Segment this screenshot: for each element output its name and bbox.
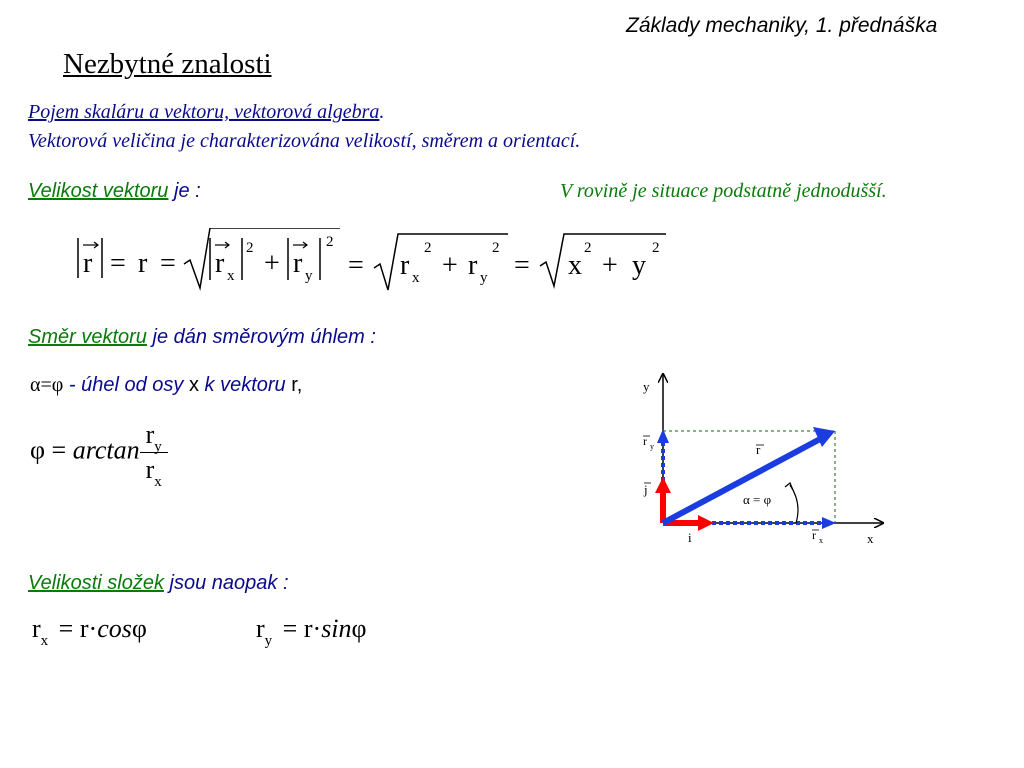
frac-denominator — [145, 453, 162, 490]
formula-rx-sub: x — [227, 268, 235, 284]
ry-formula — [256, 614, 367, 649]
plane-note: V rovině je situace podstatně jednodušší. — [560, 180, 887, 202]
angle-arc — [790, 485, 798, 523]
axis-y-label: y — [643, 379, 650, 394]
components-label — [28, 572, 289, 595]
angle-dash: - — [63, 374, 82, 396]
rx-lhs-sub: x — [40, 633, 49, 649]
formula-eq-2: = — [160, 248, 176, 279]
ry-label: r — [643, 434, 647, 448]
rx-cos: cos — [97, 614, 132, 643]
j-label: j — [644, 482, 648, 497]
rx-label-sub: x — [819, 536, 823, 545]
magnitude-formula — [70, 228, 680, 288]
i-label: i — [688, 530, 692, 545]
formula-sub-y-2: y — [480, 270, 488, 286]
angle-r: r, — [285, 374, 303, 396]
angle-x: x — [183, 374, 205, 396]
formula-eq-4: = — [514, 250, 530, 281]
scalar-vector-link[interactable]: Pojem skaláru a vektoru, vektorová algebra — [28, 101, 380, 123]
ry-lhs: r — [256, 614, 265, 643]
rx-label: r — [812, 528, 816, 542]
formula-plus-2: + — [442, 250, 458, 281]
heading-text: Nezbytné znalosti — [63, 48, 272, 80]
angle-text-1: úhel od osy — [81, 374, 184, 396]
components-rest: jsou naopak : — [163, 572, 289, 594]
direction-link[interactable]: Směr vektoru — [28, 326, 147, 348]
ry-label-sub: y — [650, 442, 654, 451]
r-label: r — [756, 442, 761, 457]
formula-r-3: r — [400, 250, 410, 281]
formula-r-abs: r — [83, 248, 93, 279]
num-r: r — [145, 420, 155, 449]
arctan-fn: arctan — [72, 435, 140, 465]
formula-sq-3: 2 — [492, 240, 500, 256]
angle-label: α = φ — [743, 492, 772, 507]
ry-phi: φ — [351, 614, 367, 643]
slide-header: Základy mechaniky, 1. přednáška — [626, 14, 938, 37]
intro-period: . — [379, 101, 385, 123]
formula-plus-3: + — [602, 250, 618, 281]
rx-arrowhead — [822, 517, 836, 529]
formula-r-4: r — [468, 250, 478, 281]
rx-r: r — [79, 614, 89, 643]
magnitude-rest: je : — [168, 180, 201, 202]
ry-eq: = — [282, 614, 298, 643]
magnitude-link[interactable]: Velikost vektoru — [28, 180, 169, 202]
alpha-phi: α=φ — [30, 374, 64, 396]
ry-lhs-sub: y — [264, 633, 273, 649]
axis-x-label: x — [867, 531, 874, 546]
magnitude-formula-svg — [70, 228, 680, 292]
direction-label — [28, 326, 376, 349]
formula-rx-sq: 2 — [246, 240, 254, 256]
rx-lhs: r — [32, 614, 41, 643]
rx-phi: φ — [131, 614, 147, 643]
den-sub: x — [154, 474, 162, 490]
formula-ry-sub: y — [305, 268, 313, 284]
formula-eq-3: = — [348, 250, 364, 281]
angle-definition — [30, 374, 302, 397]
den-r: r — [145, 455, 155, 484]
frac-numerator — [140, 420, 168, 453]
formula-sub-x-2: x — [412, 270, 420, 286]
unit-j-arrowhead — [655, 477, 671, 493]
ry-r: r — [303, 614, 313, 643]
formula-sq-5: 2 — [652, 240, 660, 256]
phi-symbol: φ — [30, 435, 46, 465]
phi-formula — [30, 420, 168, 490]
magnitude-label — [28, 180, 201, 203]
formula-rx-r: r — [215, 248, 225, 279]
ry-dot: · — [312, 614, 322, 643]
rx-dot: · — [88, 614, 98, 643]
direction-rest: je dán směrovým úhlem : — [146, 326, 376, 348]
phi-eq: = — [51, 435, 67, 465]
slide-heading — [63, 48, 272, 81]
ry-arrowhead — [657, 429, 669, 443]
formula-eq-1: = — [110, 248, 126, 279]
angle-text-2: k vektoru — [204, 374, 286, 396]
formula-ry-sq: 2 — [326, 234, 334, 250]
formula-ry-r: r — [293, 248, 303, 279]
formula-sq-4: 2 — [584, 240, 592, 256]
components-link[interactable]: Velikosti složek — [28, 572, 164, 594]
intro-line-1 — [28, 101, 384, 124]
num-sub: y — [154, 439, 162, 455]
formula-y: y — [632, 250, 646, 281]
ry-over-rx — [140, 420, 168, 490]
formula-sq-2: 2 — [424, 240, 432, 256]
vector-diagram — [630, 365, 890, 550]
rx-eq: = — [58, 614, 74, 643]
intro-line-2: Vektorová veličina je charakterizována velikostí, směrem a orientací. — [28, 130, 581, 152]
formula-r: r — [138, 248, 148, 279]
rx-formula — [32, 614, 147, 649]
unit-i-arrowhead — [698, 515, 714, 531]
formula-x: x — [568, 250, 582, 281]
ry-sin: sin — [321, 614, 352, 643]
formula-plus-1: + — [264, 248, 280, 279]
